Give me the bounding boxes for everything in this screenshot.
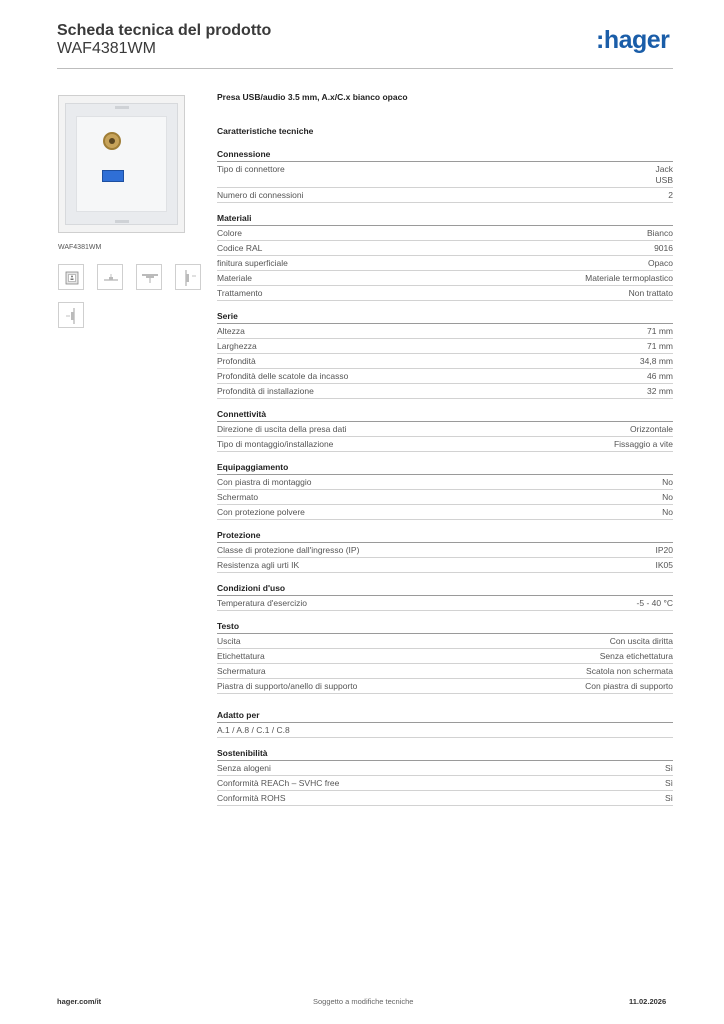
- spec-row: [217, 286, 673, 301]
- spec-value: [665, 778, 673, 789]
- spec-row: [217, 437, 673, 452]
- section-title: Adatto per: [217, 710, 673, 723]
- tech-heading: Caratteristiche tecniche: [217, 126, 314, 136]
- cover-plate: [65, 103, 178, 225]
- spec-label: Codice RAL: [217, 243, 263, 253]
- spec-value: [629, 288, 673, 299]
- spec-section: [217, 409, 673, 452]
- section-title: Testo: [217, 621, 673, 634]
- spec-row: [217, 354, 673, 369]
- mounting-view-icon: [59, 303, 85, 329]
- header-divider: [57, 68, 673, 69]
- spec-section: [217, 149, 673, 203]
- spec-label: Classe di protezione dall'ingresso (IP): [217, 545, 360, 555]
- spec-label: Senza alogeni: [217, 763, 271, 773]
- spec-value-line: 46 mm: [647, 371, 673, 381]
- spec-value-line: Orizzontale: [630, 424, 673, 434]
- spec-label: Schermatura: [217, 666, 266, 676]
- spec-content: [217, 92, 673, 816]
- spec-value-line: 34,8 mm: [639, 356, 673, 366]
- hager-logo[interactable]: :hager: [596, 26, 670, 54]
- spec-row: [217, 422, 673, 437]
- spec-value-line: 9016: [654, 243, 673, 253]
- spec-section: [217, 710, 673, 738]
- spec-value-line: USB: [655, 175, 673, 185]
- spec-value-line: 71 mm: [647, 326, 673, 336]
- product-title: Presa USB/audio 3.5 mm, A.x/C.x bianco opaco: [217, 92, 408, 102]
- spec-value-line: Opaco: [647, 258, 673, 268]
- spec-row: [217, 369, 673, 384]
- spec-row: [217, 490, 673, 505]
- spec-row: [217, 761, 673, 776]
- spec-value-line: No: [662, 507, 673, 517]
- spec-section: [217, 583, 673, 611]
- spec-value: [586, 666, 673, 677]
- section-title: Connessione: [217, 149, 673, 162]
- spec-value: [656, 545, 674, 556]
- spec-row: [217, 475, 673, 490]
- spec-value-line: 71 mm: [647, 341, 673, 351]
- spec-value-line: IP20: [655, 545, 673, 555]
- spec-value: [662, 492, 673, 503]
- top-view-icon: [137, 265, 163, 291]
- plate-slot: [115, 220, 129, 223]
- spec-label: Resistenza agli urti IK: [217, 560, 300, 570]
- spec-row: [217, 664, 673, 679]
- spec-label: Direzione di uscita della presa dati: [217, 424, 347, 434]
- spec-label: Etichettatura: [217, 651, 265, 661]
- audio-jack-icon: [103, 132, 121, 150]
- spec-label: finitura superficiale: [217, 258, 288, 268]
- spec-value: [662, 477, 673, 488]
- spec-label: Uscita: [217, 636, 241, 646]
- spec-row: [217, 188, 673, 203]
- spec-row: [217, 226, 673, 241]
- spec-row: [217, 679, 673, 694]
- spec-value: [665, 793, 673, 804]
- spec-value-line: Jack: [655, 164, 673, 174]
- spec-label: Tipo di montaggio/installazione: [217, 439, 334, 449]
- spec-value-line: Bianco: [647, 228, 673, 238]
- spec-value-line: Sì: [664, 763, 673, 773]
- spec-value-line: No: [662, 492, 673, 502]
- spec-label: Trattamento: [217, 288, 263, 298]
- spec-value-line: Senza etichettatura: [599, 651, 673, 661]
- spec-row: [217, 791, 673, 806]
- spec-row: [217, 505, 673, 520]
- spec-value: [648, 258, 673, 269]
- spec-label: Profondità delle scatole da incasso: [217, 371, 349, 381]
- spec-label: Larghezza: [217, 341, 257, 351]
- spec-value: [656, 164, 673, 186]
- spec-row: [217, 256, 673, 271]
- section-title: Serie: [217, 311, 673, 324]
- spec-value: [665, 763, 673, 774]
- spec-label: Tipo di connettore: [217, 164, 285, 174]
- spec-label: Conformità ROHS: [217, 793, 286, 803]
- spec-row: [217, 596, 673, 611]
- product-image[interactable]: [58, 95, 185, 233]
- spec-value-line: Sì: [664, 778, 673, 788]
- spec-label: Materiale: [217, 273, 252, 283]
- section-title: Sostenibilità: [217, 748, 673, 761]
- spec-label: Piastra di supporto/anello di supporto: [217, 681, 358, 691]
- plate-slot: [115, 106, 129, 109]
- spec-value-line: Con uscita diritta: [609, 636, 673, 646]
- spec-value-line: 32 mm: [647, 386, 673, 396]
- spec-value: [668, 190, 673, 201]
- spec-row: [217, 723, 673, 738]
- usb-port-icon: [102, 170, 124, 182]
- spec-value: [656, 560, 674, 571]
- side-view-icon: [98, 265, 124, 291]
- plate-insert: [76, 116, 167, 212]
- thumbnail-side[interactable]: [97, 264, 123, 290]
- spec-value: [662, 507, 673, 518]
- spec-value-line: Sì: [664, 793, 673, 803]
- spec-value: [600, 651, 673, 662]
- spec-value-line: No: [662, 477, 673, 487]
- spec-value: [630, 424, 673, 435]
- spec-value: [610, 636, 673, 647]
- spec-row: [217, 241, 673, 256]
- spec-row: [217, 558, 673, 573]
- spec-value-line: Scatola non schermata: [586, 666, 673, 676]
- spec-value: [647, 341, 673, 352]
- spec-value-line: Non trattato: [628, 288, 673, 298]
- spec-value: [585, 273, 673, 284]
- spec-row: [217, 339, 673, 354]
- spec-value: [647, 326, 673, 337]
- spec-sections: [217, 149, 673, 806]
- spec-label: Profondità di installazione: [217, 386, 314, 396]
- spec-value-line: Fissaggio a vite: [613, 439, 673, 449]
- page-title: Scheda tecnica del prodotto: [57, 22, 272, 39]
- spec-value-line: -5 - 40 °C: [636, 598, 673, 608]
- spec-value: [614, 439, 673, 450]
- spec-row: [217, 384, 673, 399]
- spec-row: [217, 776, 673, 791]
- spec-value: [640, 356, 673, 367]
- spec-label: Con protezione polvere: [217, 507, 305, 517]
- spec-label: Altezza: [217, 326, 245, 336]
- spec-row: [217, 162, 673, 188]
- spec-label: Schermato: [217, 492, 259, 502]
- spec-value: [647, 386, 673, 397]
- front-view-icon: [59, 265, 85, 291]
- spec-row: [217, 271, 673, 286]
- spec-value: [637, 598, 673, 609]
- spec-label: Temperatura d'esercizio: [217, 598, 307, 608]
- spec-section: [217, 748, 673, 806]
- thumbnail-front[interactable]: [58, 264, 84, 290]
- section-title: Protezione: [217, 530, 673, 543]
- spec-row: [217, 649, 673, 664]
- spec-row: [217, 634, 673, 649]
- spec-row: [217, 324, 673, 339]
- spec-section: [217, 621, 673, 694]
- spec-value: [654, 243, 673, 254]
- footer-date: 11.02.2026: [629, 997, 667, 1006]
- image-caption: WAF4381WM: [58, 244, 102, 251]
- spec-value: [585, 681, 673, 692]
- spec-value-line: Con piastra di supporto: [585, 681, 673, 691]
- product-code: WAF4381WM: [57, 40, 156, 57]
- thumbnail-top[interactable]: [136, 264, 162, 290]
- spec-value-line: Materiale termoplastico: [585, 273, 673, 283]
- spec-label: Con piastra di montaggio: [217, 477, 312, 487]
- section-title: Materiali: [217, 213, 673, 226]
- spec-label: Numero di connessioni: [217, 190, 304, 200]
- spec-label: Conformità REACh – SVHC free: [217, 778, 340, 788]
- footer-note: Soggetto a modifiche tecniche: [313, 997, 414, 1006]
- spec-value-line: IK05: [655, 560, 673, 570]
- dimension-view-icon: [176, 265, 202, 291]
- spec-section: [217, 462, 673, 520]
- thumbnail-dimensions[interactable]: [175, 264, 201, 290]
- footer-website[interactable]: hager.com/it: [57, 997, 102, 1006]
- spec-label: A.1 / A.8 / C.1 / C.8: [217, 725, 290, 735]
- spec-label: Colore: [217, 228, 243, 238]
- spec-section: [217, 311, 673, 399]
- section-title: Connettività: [217, 409, 673, 422]
- spec-section: [217, 213, 673, 301]
- spec-value-line: 2: [668, 190, 673, 200]
- spec-section: [217, 530, 673, 573]
- spec-value: [647, 371, 673, 382]
- thumbnail-mounting[interactable]: [58, 302, 84, 328]
- section-title: Equipaggiamento: [217, 462, 673, 475]
- spec-value: [647, 228, 673, 239]
- spec-label: Profondità: [217, 356, 256, 366]
- section-title: Condizioni d'uso: [217, 583, 673, 596]
- spec-row: [217, 543, 673, 558]
